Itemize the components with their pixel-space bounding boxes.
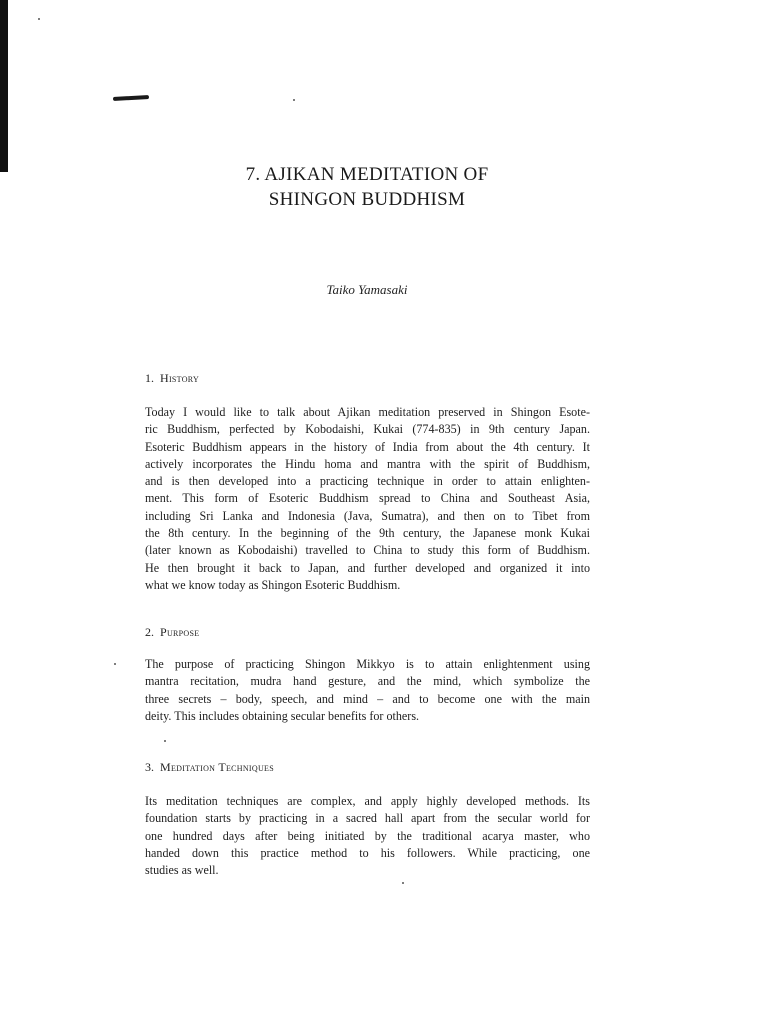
section-heading-meditation-techniques	[145, 760, 274, 775]
text-line: Its meditation techniques are complex, and apply highly developed methods. Its	[145, 794, 590, 808]
chapter-title-line-2: SHINGON BUDDHISM	[268, 189, 466, 210]
text-line: including Sri Lanka and Indonesia (Java, Sumatra), and then on to Tibet from	[145, 508, 590, 523]
text-line: Today I would like to talk about Ajikan meditation preserved in Shingon Esote-	[145, 405, 590, 419]
scan-speck	[293, 99, 295, 101]
paragraph-meditation-techniques	[145, 793, 590, 879]
scan-speck	[114, 663, 116, 665]
text-line: handed down this practice method to his followers. While practicing, one	[145, 845, 590, 860]
section-heading-purpose	[145, 625, 199, 640]
chapter-title-line-1: 7. AJIKAN MEDITATION OF	[245, 164, 489, 185]
section-title: Purpose	[160, 625, 200, 639]
paragraph-purpose	[145, 656, 590, 725]
text-line: ment. This form of Esoteric Buddhism spread to China and Southeast Asia,	[145, 491, 590, 506]
section-title: History	[160, 371, 200, 385]
scan-speck	[164, 740, 166, 742]
text-line: what we know today as Shingon Esoteric Buddhism.	[145, 577, 401, 592]
author-name: Taiko Yamasaki	[326, 282, 408, 297]
text-line: The purpose of practicing Shingon Mikkyo is to attain enlightenment using	[145, 657, 590, 671]
scan-mark	[113, 95, 149, 101]
scan-speck	[38, 18, 40, 20]
section-heading-history	[145, 371, 199, 386]
text-line: He then brought it back to Japan, and further developed and organized it into	[145, 560, 590, 575]
text-line: three secrets – body, speech, and mind – and to become one with the main	[145, 691, 590, 706]
text-line: and is then developed into a practicing technique in order to attain enlighten-	[145, 474, 590, 489]
section-title: Meditation Techniques	[160, 760, 274, 774]
text-line: foundation starts by practicing in a sacred hall apart from the secular world for	[145, 811, 590, 826]
section-number: 1.	[145, 371, 154, 385]
scan-speck	[402, 882, 404, 884]
text-line: ric Buddhism, perfected by Kobodaishi, Kukai (774-835) in 9th century Japan.	[145, 422, 590, 437]
scan-edge-bar	[0, 0, 8, 172]
section-number: 3.	[145, 760, 154, 774]
section-number: 2.	[145, 625, 154, 639]
text-line: the 8th century. In the beginning of the 9th century, the Japanese monk Kukai	[145, 526, 590, 541]
paragraph-history	[145, 404, 590, 594]
text-line: one hundred days after being initiated by the traditional acarya master, who	[145, 828, 590, 843]
text-line: deity. This includes obtaining secular benefits for others.	[145, 708, 420, 723]
text-line: Esoteric Buddhism appears in the history of India from about the 4th century. It	[145, 439, 590, 454]
text-line: mantra recitation, mudra hand gesture, and the mind, which symbolize the	[145, 674, 590, 689]
text-line: actively incorporates the Hindu homa and mantra with the spirit of Buddhism,	[145, 456, 590, 471]
text-line: (later known as Kobodaishi) travelled to China to study this form of Buddhism.	[145, 543, 590, 558]
text-line: studies as well.	[145, 863, 219, 878]
